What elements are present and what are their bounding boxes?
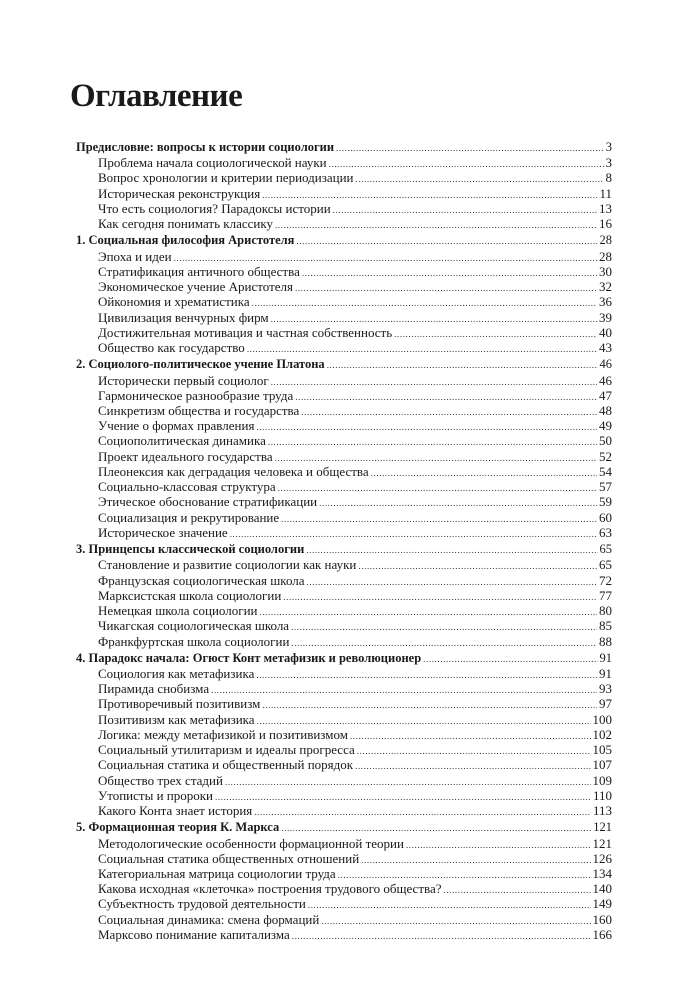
- toc-entry-title: Какого Конта знает история: [98, 803, 253, 819]
- toc-section-entry: [76, 186, 612, 201]
- dot-leader: [296, 233, 597, 249]
- toc-page-number: 113: [592, 803, 612, 819]
- toc-page-number: 88: [599, 633, 612, 649]
- toc-entry-title: Социальная статика общественных отношений: [98, 850, 360, 866]
- toc-entry-title: Пирамида снобизма: [98, 681, 210, 697]
- toc-page-number: 149: [592, 896, 612, 912]
- toc-entry-title: Этическое обоснование стратификации: [98, 494, 318, 510]
- toc-page-number: 91: [599, 650, 612, 665]
- toc-section-entry: [76, 836, 612, 851]
- toc-section-entry: [76, 433, 612, 448]
- toc-entry-title: Социология как метафизика: [98, 665, 255, 681]
- toc-entry-title: Социальная динамика: смена формаций: [98, 911, 320, 927]
- toc-page-number: 48: [599, 402, 612, 418]
- toc-page-number: 126: [592, 850, 612, 866]
- dot-leader: [336, 140, 604, 156]
- toc-chapter-entry: [76, 233, 612, 248]
- toc-page-number: 50: [599, 433, 612, 449]
- toc-page-number: 93: [599, 681, 612, 697]
- toc-page-number: 11: [599, 185, 612, 201]
- toc-page-number: 110: [592, 787, 612, 803]
- toc-section-entry: [76, 696, 612, 711]
- toc-page-number: 72: [599, 572, 612, 588]
- toc-page-number: 59: [599, 494, 612, 510]
- toc-entry-title: Французская социологическая школа: [98, 572, 305, 588]
- toc-entry-title: Немецкая школа социологии: [98, 603, 258, 619]
- toc-entry-title: 4. Парадокс начала: Огюст Конт метафизик и революционер: [76, 650, 422, 665]
- toc-chapter-entry: [76, 820, 612, 835]
- toc-entry-title: Экономическое учение Аристотеля: [98, 279, 293, 295]
- toc-page-number: 3: [605, 140, 612, 154]
- toc-section-entry: [76, 249, 612, 264]
- toc-section-entry: [76, 742, 612, 757]
- toc-section-entry: [76, 155, 612, 170]
- toc-entry-title: Учение о формах правления: [98, 418, 255, 434]
- toc-page-number: 30: [599, 263, 612, 279]
- toc-section-entry: [76, 927, 612, 942]
- toc-section-entry: [76, 788, 612, 803]
- toc-entry-title: Что есть социология? Парадоксы истории: [98, 200, 331, 216]
- toc-section-entry: [76, 896, 612, 911]
- table-of-contents: [76, 140, 612, 942]
- toc-page-number: 54: [599, 463, 612, 479]
- toc-section-entry: [76, 666, 612, 681]
- toc-entry-title: Социально-классовая структура: [98, 479, 276, 495]
- toc-page-number: 105: [592, 742, 612, 758]
- toc-page-number: 140: [592, 881, 612, 897]
- toc-entry-title: Достижительная мотивация и частная собственность: [98, 324, 393, 340]
- toc-page-number: 65: [599, 542, 612, 557]
- toc-entry-title: Социополитическая динамика: [98, 433, 266, 449]
- toc-entry-title: Методологические особенности формационной теории: [98, 835, 404, 851]
- toc-entry-title: Социальная статика и общественный порядок: [98, 757, 354, 773]
- toc-page-number: 49: [599, 418, 612, 434]
- toc-section-entry: [76, 757, 612, 772]
- toc-page-number: 28: [599, 248, 612, 264]
- toc-section-entry: [76, 479, 612, 494]
- toc-entry-title: 2. Социолого-политическое учение Платона: [76, 357, 325, 372]
- toc-section-entry: [76, 494, 612, 509]
- toc-entry-title: Эпоха и идеи: [98, 248, 172, 264]
- toc-page-number: 32: [599, 279, 612, 295]
- toc-entry-title: Плеонексия как деградация человека и общества: [98, 463, 369, 479]
- toc-entry-title: Синкретизм общества и государства: [98, 402, 300, 418]
- toc-entry-title: Исторически первый социолог: [98, 372, 269, 388]
- toc-chapter-entry: [76, 651, 612, 666]
- toc-entry-title: Цивилизация венчурных фирм: [98, 309, 269, 325]
- dot-leader: [292, 927, 591, 944]
- dot-leader: [230, 525, 597, 542]
- toc-page-number: 91: [599, 665, 612, 681]
- toc-entry-title: Становление и развитие социологии как науки: [98, 557, 357, 573]
- toc-page-number: 43: [599, 340, 612, 356]
- toc-page-number: 40: [599, 324, 612, 340]
- toc-page-number: 36: [599, 294, 612, 310]
- toc-entry-title: Общество трех стадий: [98, 772, 223, 788]
- toc-entry-title: Гармоническое разнообразие труда: [98, 387, 294, 403]
- toc-entry-title: Ойкономия и хрематистика: [98, 294, 250, 310]
- dot-leader: [327, 357, 598, 373]
- toc-section-entry: [76, 449, 612, 464]
- toc-section-entry: [76, 340, 612, 355]
- toc-entry-title: Какова исходная «клеточка» построения трудового общества?: [98, 881, 442, 897]
- toc-section-entry: [76, 418, 612, 433]
- toc-section-entry: [76, 773, 612, 788]
- toc-entry-title: Предисловие: вопросы к истории социологии: [76, 140, 335, 154]
- toc-section-entry: [76, 573, 612, 588]
- toc-entry-title: Логика: между метафизикой и позитивизмом: [98, 726, 348, 742]
- toc-entry-title: 1. Социальная философия Аристотеля: [76, 233, 295, 248]
- toc-entry-title: Историческая реконструкция: [98, 185, 261, 201]
- toc-entry-title: 3. Принцепсы классической социологии: [76, 542, 305, 557]
- toc-section-entry: [76, 588, 612, 603]
- toc-chapter-entry: [76, 357, 612, 372]
- toc-section-entry: [76, 325, 612, 340]
- toc-page-number: 60: [599, 509, 612, 525]
- toc-chapter-entry: [76, 140, 612, 155]
- toc-page-number: 121: [592, 835, 612, 851]
- toc-entry-title: Позитивизм как метафизика: [98, 711, 255, 727]
- toc-page-number: 80: [599, 603, 612, 619]
- toc-page-number: 134: [592, 866, 612, 882]
- toc-entry-title: Социальный утилитаризм и идеалы прогресса: [98, 742, 355, 758]
- toc-section-entry: [76, 201, 612, 216]
- toc-page-number: 107: [592, 757, 612, 773]
- toc-page-number: 160: [592, 911, 612, 927]
- toc-page-number: 109: [592, 772, 612, 788]
- dot-leader: [291, 634, 597, 651]
- toc-section-entry: [76, 727, 612, 742]
- toc-section-entry: [76, 803, 612, 818]
- toc-page-number: 46: [599, 372, 612, 388]
- toc-page-number: 16: [599, 216, 612, 232]
- toc-section-entry: [76, 216, 612, 231]
- toc-page-number: 8: [605, 170, 612, 186]
- toc-page-number: 3: [605, 155, 612, 171]
- toc-section-entry: [76, 264, 612, 279]
- toc-page-number: 85: [599, 618, 612, 634]
- toc-entry-title: Франкфуртская школа социологии: [98, 633, 290, 649]
- toc-entry-title: Проект идеального государства: [98, 448, 273, 464]
- toc-page-number: 28: [599, 233, 612, 248]
- toc-section-entry: [76, 634, 612, 649]
- toc-section-entry: [76, 310, 612, 325]
- toc-section-entry: [76, 618, 612, 633]
- toc-entry-title: Категориальная матрица социологии труда: [98, 866, 336, 882]
- toc-entry-title: Чикагская социологическая школа: [98, 618, 290, 634]
- toc-page-number: 121: [593, 820, 612, 835]
- toc-page-number: 52: [599, 448, 612, 464]
- toc-section-entry: [76, 510, 612, 525]
- toc-entry-title: 5. Формационная теория К. Маркса: [76, 820, 280, 835]
- toc-section-entry: [76, 388, 612, 403]
- toc-section-entry: [76, 712, 612, 727]
- toc-entry-title: Субъектность трудовой деятельности: [98, 896, 306, 912]
- toc-entry-title: Стратификация античного общества: [98, 263, 300, 279]
- toc-section-entry: [76, 464, 612, 479]
- toc-entry-title: Социализация и рекрутирование: [98, 509, 280, 525]
- toc-page-number: 47: [599, 387, 612, 403]
- toc-page-number: 100: [592, 711, 612, 727]
- dot-leader: [254, 803, 591, 820]
- toc-page-number: 65: [599, 557, 612, 573]
- toc-entry-title: Марксистская школа социологии: [98, 587, 282, 603]
- toc-section-entry: [76, 525, 612, 540]
- toc-page-number: 13: [599, 200, 612, 216]
- dot-leader: [275, 216, 597, 233]
- toc-section-entry: [76, 373, 612, 388]
- toc-section-entry: [76, 881, 612, 896]
- toc-page-number: 39: [599, 309, 612, 325]
- toc-page-number: 63: [599, 524, 612, 540]
- dot-leader: [423, 651, 597, 667]
- page-title: Оглавление: [70, 78, 243, 114]
- toc-entry-title: Вопрос хронологии и критерии периодизации: [98, 170, 354, 186]
- toc-entry-title: Противоречивый позитивизм: [98, 696, 261, 712]
- toc-entry-title: Утописты и пророки: [98, 787, 214, 803]
- toc-section-entry: [76, 681, 612, 696]
- toc-section-entry: [76, 866, 612, 881]
- toc-section-entry: [76, 294, 612, 309]
- toc-page-number: 46: [599, 357, 612, 372]
- toc-section-entry: [76, 603, 612, 618]
- toc-section-entry: [76, 557, 612, 572]
- toc-entry-title: Общество как государство: [98, 340, 245, 356]
- dot-leader: [247, 340, 597, 357]
- dot-leader: [306, 542, 597, 558]
- toc-section-entry: [76, 279, 612, 294]
- toc-section-entry: [76, 912, 612, 927]
- toc-chapter-entry: [76, 542, 612, 557]
- toc-entry-title: Историческое значение: [98, 524, 228, 540]
- toc-page-number: 57: [599, 479, 612, 495]
- toc-page-number: 102: [592, 726, 612, 742]
- toc-section-entry: [76, 851, 612, 866]
- toc-entry-title: Марксово понимание капитализма: [98, 926, 290, 942]
- toc-entry-title: Как сегодня понимать классику: [98, 216, 273, 232]
- toc-page-number: 77: [599, 587, 612, 603]
- toc-entry-title: Проблема начала социологической науки: [98, 155, 327, 171]
- toc-page-number: 97: [599, 696, 612, 712]
- toc-section-entry: [76, 403, 612, 418]
- toc-section-entry: [76, 170, 612, 185]
- toc-page-number: 166: [592, 926, 612, 942]
- dot-leader: [281, 820, 591, 836]
